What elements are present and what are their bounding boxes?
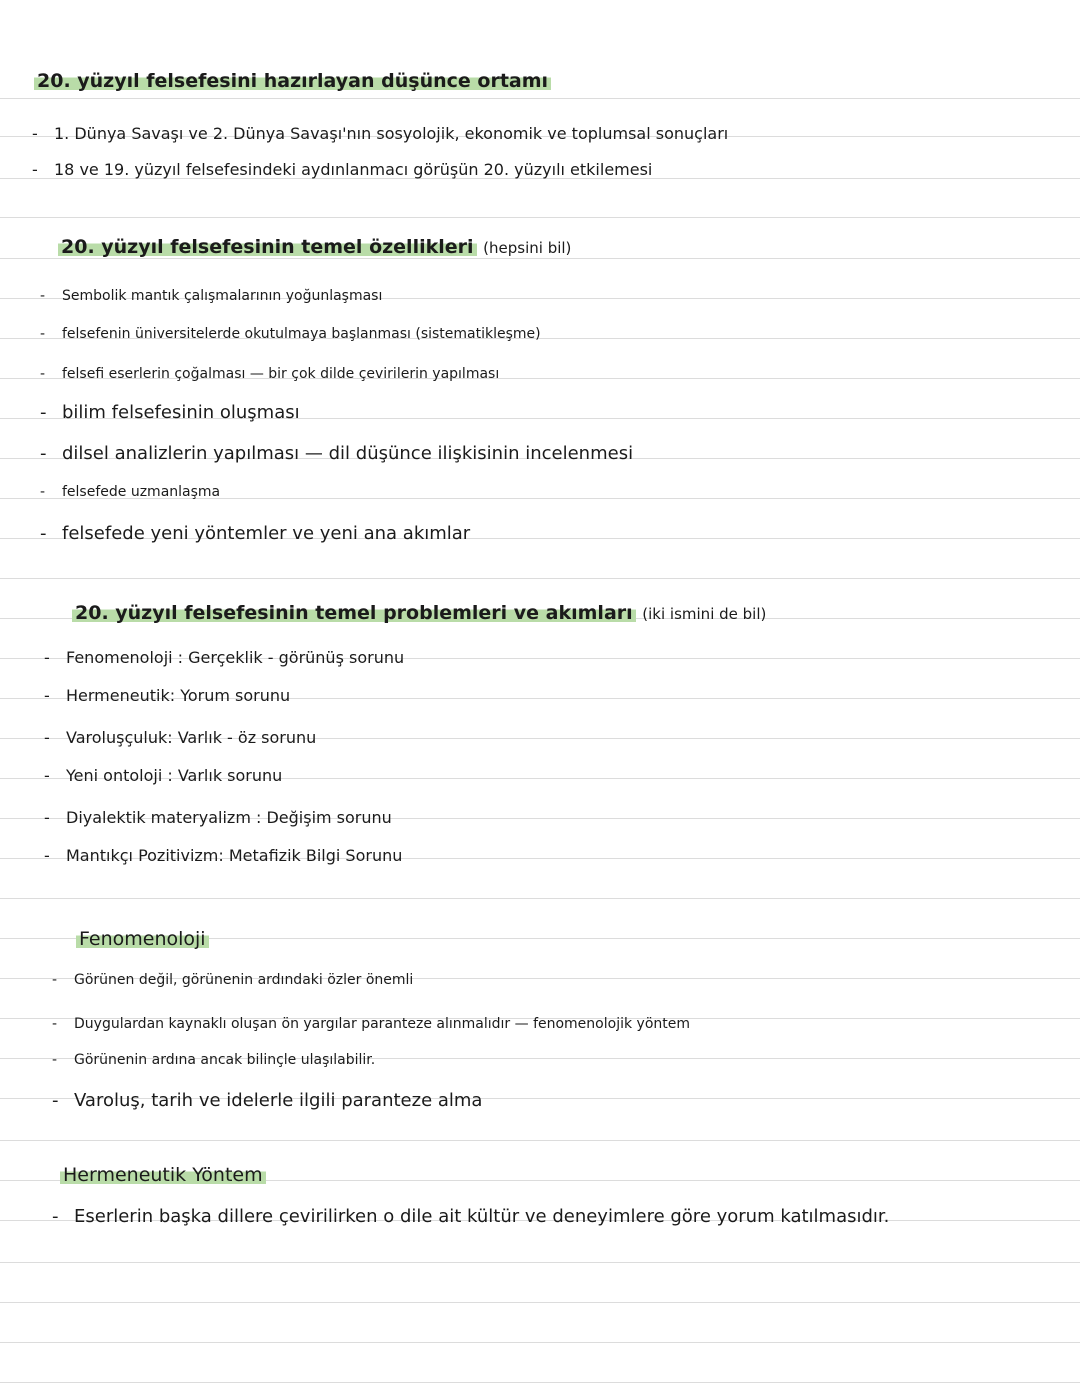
list-item: - Diyalektik materyalizm : Değişim sorunu	[44, 808, 392, 827]
list-item: - felsefenin üniversitelerde okutulmaya başlanması (sistematikleşme)	[40, 326, 541, 342]
list-item: - felsefede yeni yöntemler ve yeni ana akımlar	[40, 523, 471, 544]
list-item: - felsefede uzmanlaşma	[40, 484, 221, 500]
section3-title: 20. yüzyıl felsefesinin temel problemleri ve akımları (iki ismini de bil)	[72, 602, 766, 624]
section2-note: (hepsini bil)	[483, 239, 572, 257]
list-item: - 1. Dünya Savaşı ve 2. Dünya Savaşı'nın sosyolojik, ekonomik ve toplumsal sonuçları	[32, 124, 729, 143]
list-item: - Duygulardan kaynaklı oluşan ön yargılar paranteze alınmalıdır — fenomenolojik yöntem	[52, 1016, 690, 1032]
list-item: - Varoluş, tarih ve idelerle ilgili paranteze alma	[52, 1090, 483, 1111]
section1-title: 20. yüzyıl felsefesini hazırlayan düşünce ortamı	[34, 70, 551, 92]
list-item: - dilsel analizlerin yapılması — dil düşünce ilişkisinin incelenmesi	[40, 443, 634, 464]
list-item: - Mantıkçı Pozitivizm: Metafizik Bilgi Sorunu	[44, 846, 403, 865]
list-item: - Yeni ontoloji : Varlık sorunu	[44, 766, 283, 785]
section4-title: Fenomenoloji	[76, 928, 209, 950]
list-item: - 18 ve 19. yüzyıl felsefesindeki aydınlanmacı görüşün 20. yüzyılı etkilemesi	[32, 160, 653, 179]
list-item: - Hermeneutik: Yorum sorunu	[44, 686, 291, 705]
section5-title: Hermeneutik Yöntem	[60, 1164, 266, 1186]
list-item: - Görünen değil, görünenin ardındaki özler önemli	[52, 972, 414, 988]
list-item: - Görünenin ardına ancak bilinçle ulaşılabilir.	[52, 1052, 376, 1068]
list-item: - Eserlerin başka dillere çevirilirken o dile ait kültür ve deneyimlere göre yorum katılmasıdır.	[52, 1206, 890, 1227]
list-item: - bilim felsefesinin oluşması	[40, 402, 300, 423]
list-item: - felsefi eserlerin çoğalması — bir çok dilde çevirilerin yapılması	[40, 366, 500, 382]
section2-title: 20. yüzyıl felsefesinin temel özellikleri (hepsini bil)	[58, 236, 571, 258]
list-item: - Sembolik mantık çalışmalarının yoğunlaşması	[40, 288, 383, 304]
list-item: - Fenomenoloji : Gerçeklik - görünüş sorunu	[44, 648, 405, 667]
list-item: - Varoluşçuluk: Varlık - öz sorunu	[44, 728, 317, 747]
section3-note: (iki ismini de bil)	[642, 605, 767, 623]
